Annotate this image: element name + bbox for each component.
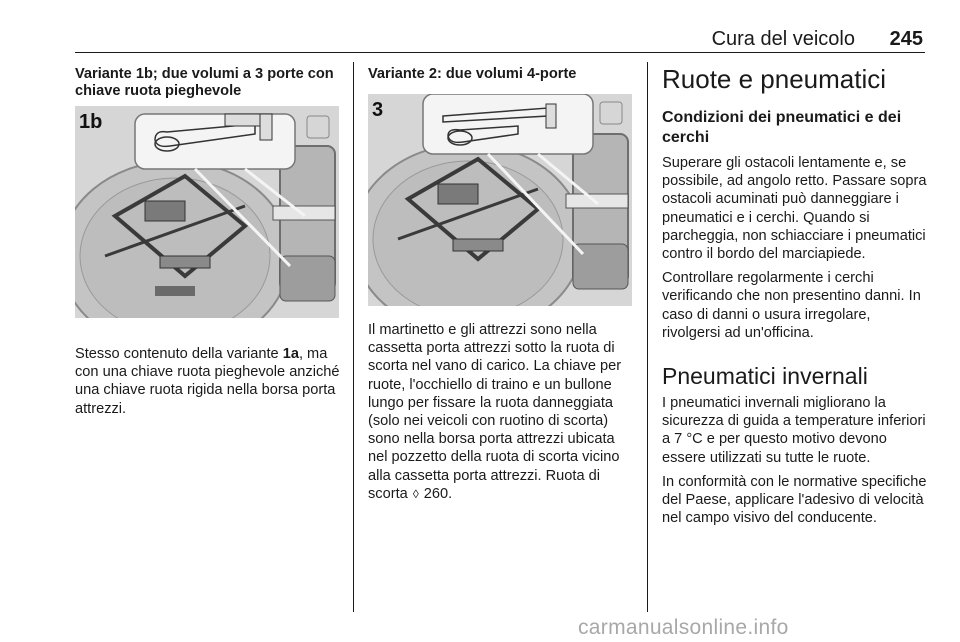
column-2 — [368, 66, 634, 503]
column-divider-2 — [647, 62, 648, 612]
heading-invernali: Pneumatici invernali — [662, 363, 868, 390]
arrow-ref-icon: ◊ — [412, 486, 419, 501]
page-header — [75, 28, 925, 52]
jack-illustration-2 — [368, 94, 632, 306]
paragraph-invernali-1: I pneumatici invernali migliorano la sicurezza di guida a temperature inferiori a 7 °C e per questo motivo devono essere utilizzati su tutte le ruote. — [662, 395, 926, 466]
column-1 — [75, 66, 341, 418]
column-3 — [662, 64, 928, 527]
section-title: Cura del veicolo — [711, 28, 855, 50]
figure-label-2: 3 — [372, 99, 384, 121]
page-number: 245 — [889, 28, 923, 50]
figure-caption-1b: Variante 1b; due volumi a 3 porte con chiave ruota pieghevole — [75, 66, 334, 99]
subheading-condizioni: Condizioni dei pneumatici e dei cerchi — [662, 109, 902, 146]
figure-tool-kit-1b — [75, 106, 339, 318]
variant-ref: 1a — [282, 346, 299, 362]
paragraph-1b — [75, 345, 341, 418]
watermark: carmanualsonline.info — [578, 616, 789, 639]
jack-illustration-1b — [75, 106, 339, 318]
paragraph-condizioni-1: Superare gli ostacoli lentamente e, se possibile, ad angolo retto. Passare sopra ostacoli acuminati può danneggiare i pneumatici e i cerchi. Quando si parcheggia, non schiacciare i pneumatici contro il bordo del marciapiede. — [662, 155, 927, 263]
paragraph-1b-end: , ma con una chiave ruota pieghevole anziché una chiave ruota rigida nella borsa porta attrezzi. — [75, 346, 340, 417]
paragraph-1b-start: Stesso contenuto della variante — [75, 346, 283, 362]
figure-label-1b: 1b — [79, 111, 103, 133]
paragraph-condizioni-2: Controllare regolarmente i cerchi verificando che non presentino danni. In caso di danni o usura irregolare, rivolgersi ad un'officina. — [662, 270, 921, 341]
paragraph-invernali-2: In conformità con le normative specifiche del Paese, applicare l'adesivo di velocità nel campo visivo del conducente. — [662, 473, 927, 527]
paragraph-2 — [368, 321, 634, 503]
header-rule — [75, 52, 925, 53]
page-reference[interactable]: 260. — [419, 485, 453, 502]
paragraph-2-text: Il martinetto e gli attrezzi sono nella cassetta porta attrezzi sotto la ruota di scorta nel vano di carico. La chiave per ruote, l'occhiello di traino e un bullone lungo per fissare la ruota danneggiata (solo nei veicoli con ruotino di scorta) sono nella borsa porta attrezzi ubicata nel pozzetto della ruota di scorta vicino alla cassetta porta attrezzi. Ruota di scorta — [368, 322, 622, 502]
figure-tool-kit-2 — [368, 94, 632, 306]
column-divider-1 — [353, 62, 354, 612]
heading-ruote: Ruote e pneumatici — [662, 64, 887, 94]
figure-caption-2: Variante 2: due volumi 4-porte — [368, 66, 577, 82]
